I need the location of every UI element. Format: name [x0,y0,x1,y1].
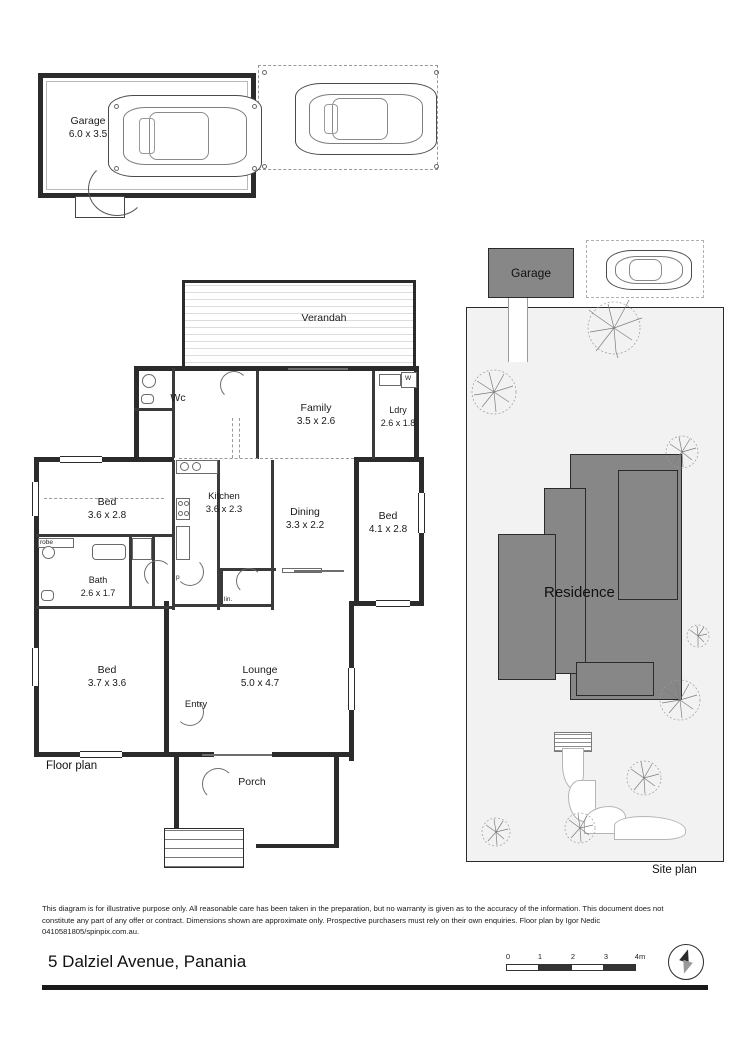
room-label-verandah: Verandah [301,312,347,324]
residence-label: Residence [544,584,615,601]
room-label-wc: Wc [170,392,186,404]
room-label-family: Family 3.5 x 2.6 [296,402,336,427]
fridge-icon [176,526,190,560]
car-icon-outside [295,83,437,155]
room-label-bed-1: Bed 3.6 x 2.8 [87,496,127,521]
floor-plan-title: Floor plan [46,760,98,772]
shower-icon [132,538,152,560]
footer-rule [42,985,708,990]
laundry-tub-icon [379,374,401,386]
room-label-kitchen: Kitchen 3.6 x 2.3 [205,491,243,515]
room-label-bath: Bath 2.6 x 1.7 [80,575,116,598]
floor-plan-drawing: W p lin. robe Verandah Wc Family 3.5 x 2.6 Ldry 2.6 x 1.8 Bed 3.6 x 2.8 Kitchen 3.6 x 2.3 Dining 3.3 x 2.2 Bed 4.1 x 2.8 Bath 2.6 x 1.7 Bed 3.7 x 3.6 Lounge 5.0 x 4.7 Entry Porch Floor plan [24,268,454,868]
kitchen-sink-icon-2 [192,462,201,471]
window [32,648,39,686]
room-label-laundry: Ldry 2.6 x 1.8 [380,405,416,428]
window [32,482,39,516]
property-address: 5 Dalziel Avenue, Panania [48,952,247,971]
site-plan-title: Site plan [652,864,697,876]
bath-toilet-icon [41,590,54,601]
front-steps [164,828,244,868]
garage-door-swing [88,162,146,216]
site-vegetation [466,232,724,862]
site-garage: Garage [488,248,574,298]
room-label-lounge: Lounge 5.0 x 4.7 [240,664,280,689]
verandah-floor [184,282,414,370]
scale-bar-graphic [506,964,636,971]
toilet-icon [141,394,154,404]
window [348,668,355,710]
window [376,600,410,607]
room-label-dining: Dining 3.3 x 2.2 [285,506,325,531]
room-label-entry: Entry [184,699,208,710]
compass-icon [668,944,704,980]
room-label-bed-2: Bed 4.1 x 2.8 [368,510,408,535]
garage-detail-drawing [30,60,450,210]
scale-ticks: 0 1 2 3 4m [505,952,646,961]
bathtub-icon [92,544,126,560]
scale-bar [506,952,646,978]
bath-basin-icon [42,546,55,559]
window [60,456,102,463]
wall-top [134,366,419,371]
window [80,751,122,758]
site-plan-drawing [466,232,724,876]
kitchen-sink-icon [180,462,189,471]
garage-detail-label: Garage 6.0 x 3.5 [68,115,108,140]
wc-basin-icon [142,374,156,388]
disclaimer-text: This diagram is for illustrative purpose only. All reasonable care has been taken in the preparation, but no warranty is given as to the accuracy of the information. This document does not constitute any part of any offer or contract. Dimensions shown are approximate only. Prospective purchasers must rely on their own enquiries. Floor plan by Igor Nedic 0410581805/spinpix.com.au. [42,904,664,936]
room-label-bed-3: Bed 3.7 x 3.6 [87,664,127,689]
room-label-porch: Porch [238,776,266,788]
